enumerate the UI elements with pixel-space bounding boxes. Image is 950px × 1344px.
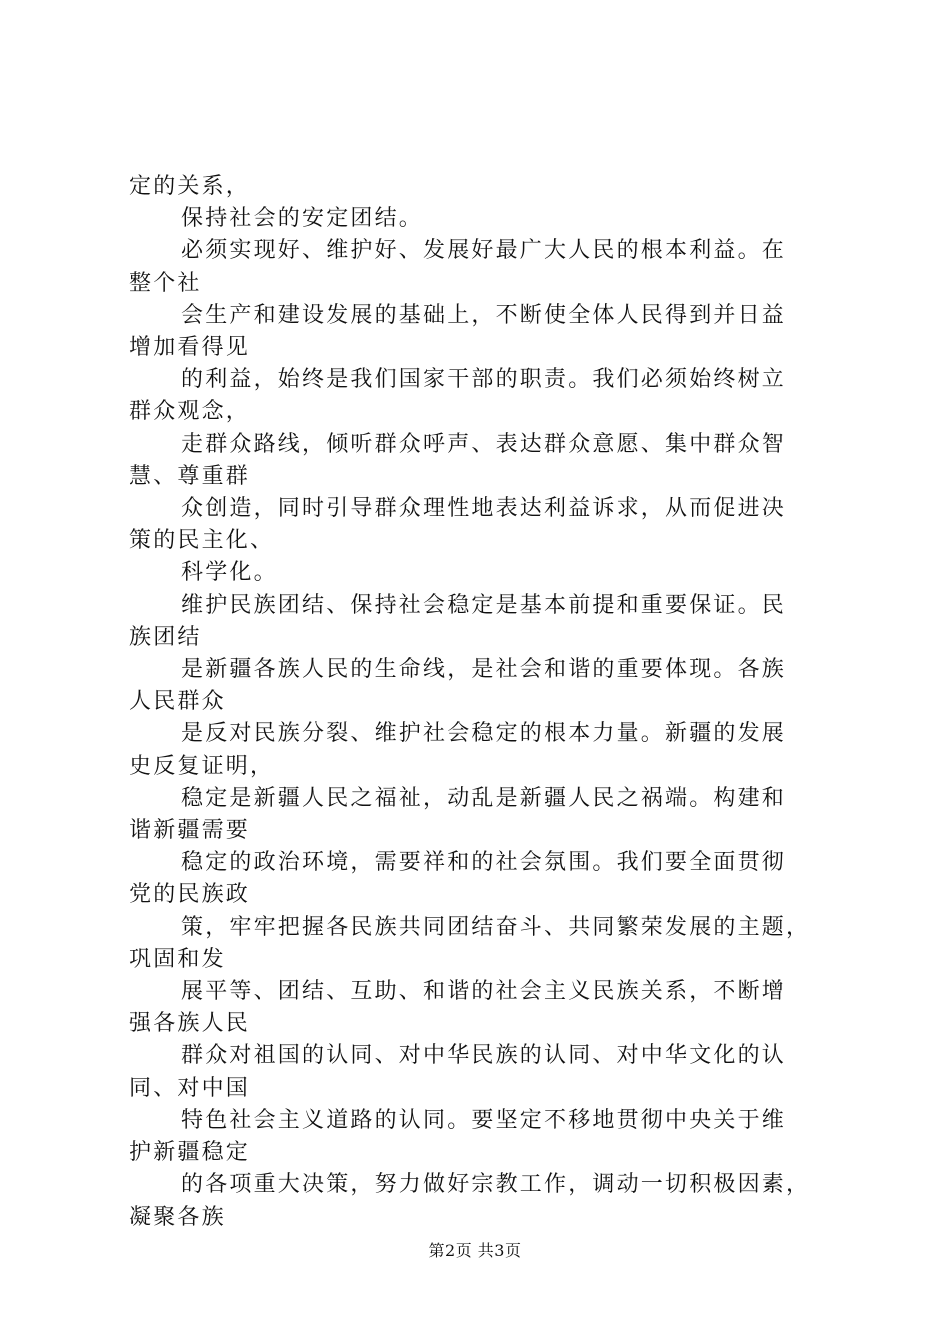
- text-line: 史反复证明，: [129, 753, 275, 779]
- document-body: [129, 171, 849, 1234]
- text-line: 强各族人民: [129, 1011, 251, 1037]
- text-line: 的利益，始终是我们国家干部的职责。我们必须始终树立: [181, 367, 787, 393]
- text-line: 是新疆各族人民的生命线，是社会和谐的重要体现。各族: [181, 657, 787, 683]
- text-line: 定的关系，: [129, 174, 251, 199]
- text-line: 凝聚各族: [129, 1204, 226, 1230]
- text-line: 稳定的政治环境，需要祥和的社会氛围。我们要全面贯彻: [181, 850, 787, 876]
- text-line: 整个社: [129, 270, 202, 296]
- page-footer: 第2页 共3页: [428, 1241, 522, 1260]
- text-line: 同、对中国: [129, 1075, 251, 1101]
- text-line: 保持社会的安定团结。: [181, 206, 424, 232]
- text-line: 族团结: [129, 624, 202, 650]
- text-line: 群众观念，: [129, 399, 251, 425]
- text-line: 必须实现好、维护好、发展好最广大人民的根本利益。在: [181, 238, 787, 264]
- text-line: 特色社会主义道路的认同。要坚定不移地贯彻中央关于维: [181, 1107, 787, 1133]
- text-line: 党的民族政: [129, 882, 251, 908]
- text-line: 走群众路线，倾听群众呼声、表达群众意愿、集中群众智: [181, 431, 787, 457]
- text-line: 人民群众: [129, 689, 226, 715]
- text-line: 众创造，同时引导群众理性地表达利益诉求，从而促进决: [181, 496, 787, 522]
- text-line: 科学化。: [181, 560, 278, 586]
- text-line: 的各项重大决策，努力做好宗教工作，调动一切积极因素，: [181, 1172, 811, 1198]
- text-line: 维护民族团结、保持社会稳定是基本前提和重要保证。民: [181, 592, 787, 618]
- text-line: 展平等、团结、互助、和谐的社会主义民族关系，不断增: [181, 979, 787, 1005]
- text-line: 稳定是新疆人民之福祉，动乱是新疆人民之祸端。构建和: [181, 785, 787, 811]
- text-line: 群众对祖国的认同、对中华民族的认同、对中华文化的认: [181, 1043, 787, 1069]
- text-line: 会生产和建设发展的基础上，不断使全体人民得到并日益: [181, 302, 787, 328]
- text-line: 策，牢牢把握各民族共同团结奋斗、共同繁荣发展的主题，: [181, 914, 811, 940]
- text-line: 护新疆稳定: [129, 1140, 251, 1166]
- text-line: 是反对民族分裂、维护社会稳定的根本力量。新疆的发展: [181, 721, 787, 747]
- text-line: 增加看得见: [129, 335, 251, 361]
- text-line: 巩固和发: [129, 946, 226, 972]
- text-line: 慧、尊重群: [129, 463, 251, 489]
- text-line: 策的民主化、: [129, 528, 275, 554]
- text-line: 谐新疆需要: [129, 818, 251, 844]
